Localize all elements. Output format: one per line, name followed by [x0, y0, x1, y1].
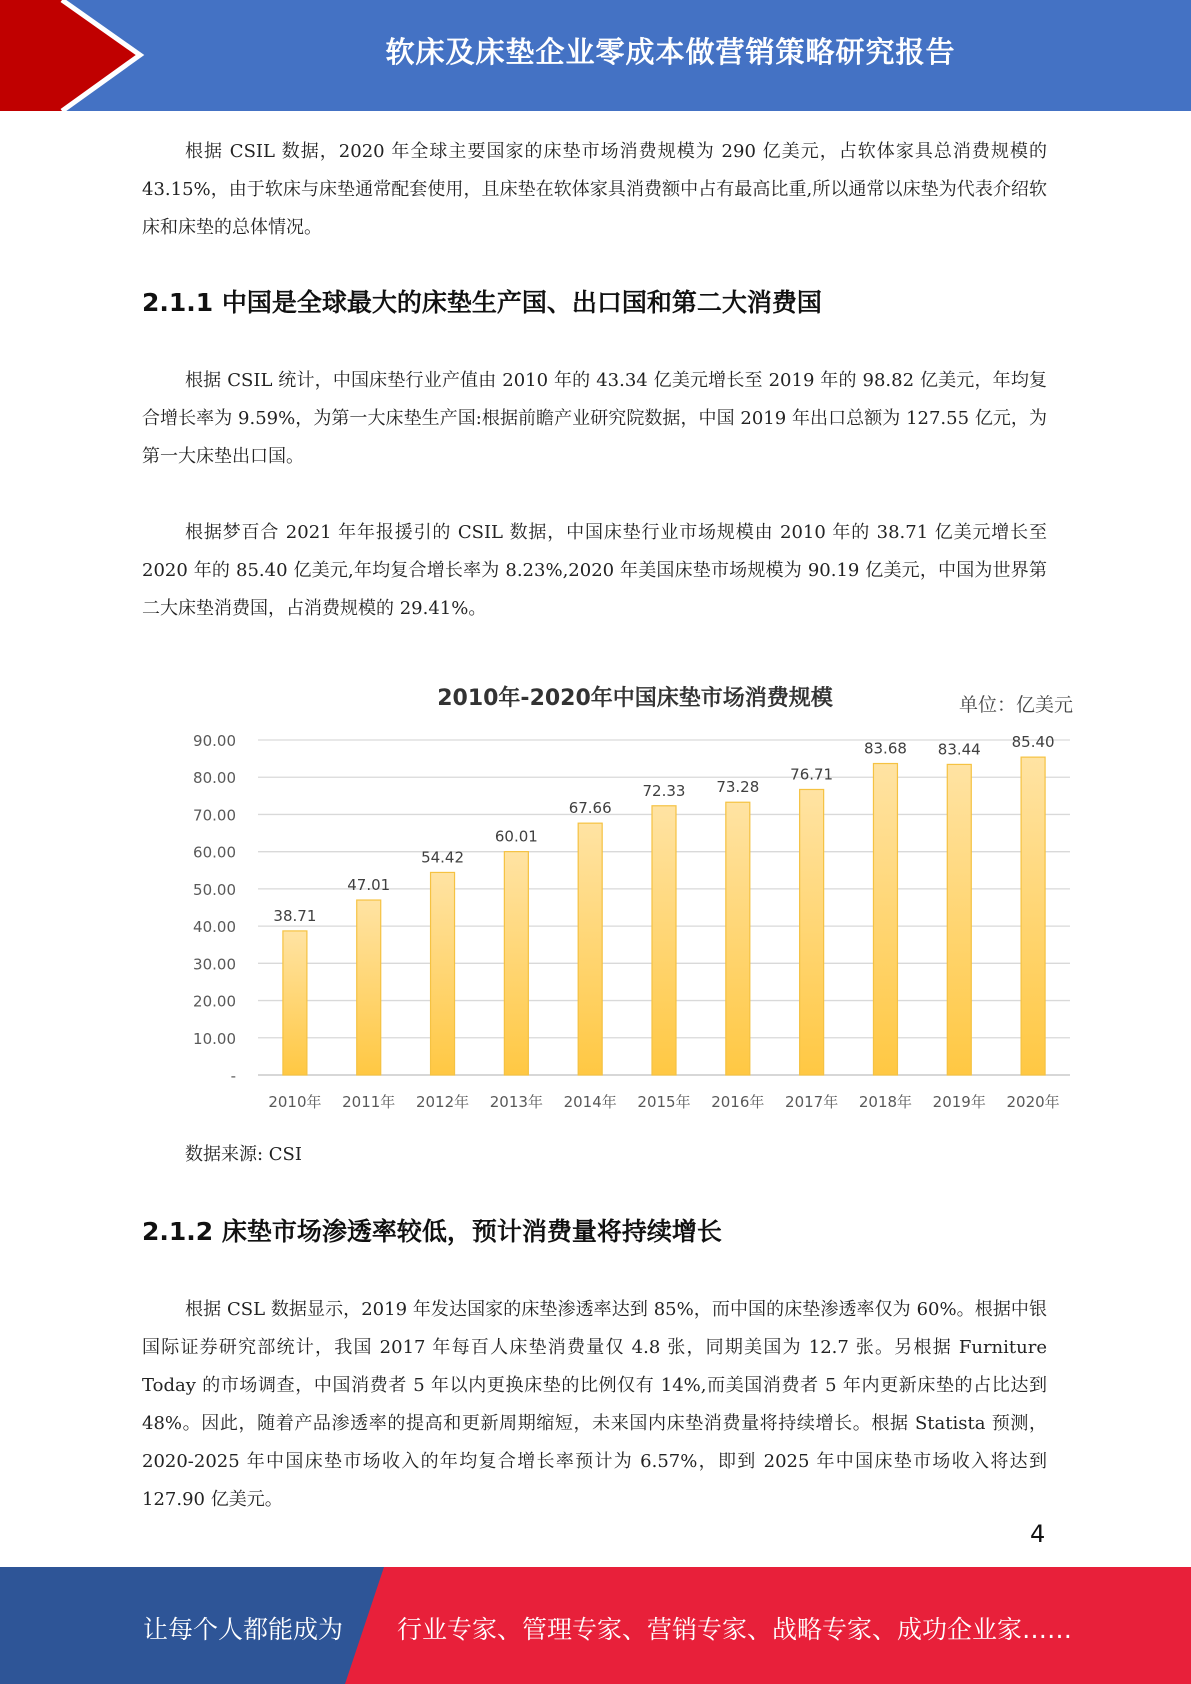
y-tick-label: 40.00	[193, 918, 236, 937]
x-category-label: 2016年	[711, 1093, 765, 1111]
x-category-label: 2020年	[1006, 1093, 1060, 1111]
y-tick-label: 50.00	[193, 880, 236, 899]
y-tick-label: 30.00	[193, 955, 236, 974]
bar-value-label: 85.40	[1011, 733, 1055, 752]
y-tick-label: 80.00	[193, 769, 236, 788]
bar-2017年	[800, 789, 824, 1075]
y-tick-label: 70.00	[193, 806, 236, 825]
bar-2015年	[652, 806, 676, 1075]
x-category-label: 2010年	[268, 1093, 322, 1111]
x-category-label: 2011年	[342, 1093, 396, 1111]
section-heading-2-1-1: 2.1.1 中国是全球最大的床垫生产国、出口国和第二大消费国	[142, 288, 822, 317]
bar-value-label: 72.33	[642, 781, 686, 800]
bar-value-label: 47.01	[347, 876, 391, 895]
bar-value-label: 73.28	[716, 778, 760, 797]
report-title: 软床及床垫企业零成本做营销策略研究报告	[385, 35, 956, 69]
page-footer	[0, 1567, 1191, 1684]
bar-value-label: 83.68	[863, 739, 907, 758]
x-category-label: 2017年	[785, 1093, 839, 1111]
consumption-paragraph: 根据梦百合 2021 年年报援引的 CSIL 数据，中国床垫行业市场规模由 2010 年的 38.71 亿美元增长至 2020 年的 85.40 亿美元,年均复合增长率为 8.23%,2020 年美国床垫市场规模为 90.19 亿美元，中国为世界第二大床垫消费国，占消费规模的 29.41%。	[142, 522, 1047, 619]
x-category-label: 2015年	[637, 1093, 691, 1111]
bar-value-label: 38.71	[273, 906, 317, 925]
bar-value-label: 76.71	[790, 765, 834, 784]
y-tick-label: 90.00	[193, 732, 236, 750]
footer-slogan-left: 让每个人都能成为	[143, 1615, 344, 1644]
x-category-label: 2012年	[415, 1093, 470, 1111]
production-paragraph: 根据 CSIL 统计，中国床垫行业产值由 2010 年的 43.34 亿美元增长至 2019 年的 98.82 亿美元，年均复合增长率为 9.59%，为第一大床垫生产国:根据前瞻产业研究院数据，中国 2019 年出口总额为 127.55 亿元，为第一大床垫出口国。	[142, 370, 1047, 467]
y-tick-label: -	[230, 1067, 236, 1085]
y-tick-label: 20.00	[193, 992, 236, 1011]
bar-value-label: 83.44	[937, 740, 981, 759]
x-category-label: 2019年	[932, 1093, 986, 1111]
footer-slogan-right: 行业专家、管理专家、营销专家、战略专家、成功企业家……	[397, 1615, 1073, 1644]
x-category-label: 2018年	[858, 1093, 913, 1111]
penetration-paragraph: 根据 CSL 数据显示，2019 年发达国家的床垫渗透率达到 85%，而中国的床垫渗透率仅为 60%。根据中银国际证券研究部统计，我国 2017 年每百人床垫消费量仅 4.8 张，同期美国为 12.7 张。另根据 Furniture Today 的市场调查，中国消费者 5 年以内更换床垫的比例仅有 14%,而美国消费者 5 年内更新床垫的占比达到 48%。因此，随着产品渗透率的提高和更新周期缩短，未来国内床垫消费量将持续增长。根据 Statista 预测，2020-2025 年中国床垫市场收入的年均复合增长率预计为 6.57%，即到 2025 年中国床垫市场收入将达到 127.90 亿美元。	[142, 1299, 1047, 1510]
bar-value-label: 60.01	[494, 827, 538, 846]
chart-title: 2010年-2020年中国床垫市场消费规模	[437, 686, 833, 711]
intro-paragraph: 根据 CSIL 数据，2020 年全球主要国家的床垫市场消费规模为 290 亿美元，占软体家具总消费规模的 43.15%，由于软床与床垫通常配套使用，且床垫在软体家具消费额中占有最高比重,所以通常以床垫为代表介绍软床和床垫的总体情况。	[142, 141, 1047, 238]
x-category-label: 2014年	[563, 1093, 617, 1111]
page-number: 4	[1030, 1520, 1046, 1548]
chart-unit-label: 单位：亿美元	[958, 694, 1073, 716]
bar-2013年	[504, 852, 528, 1075]
bar-value-label: 67.66	[568, 799, 612, 818]
bar-2020年	[1021, 757, 1045, 1075]
bar-2012年	[431, 872, 455, 1075]
bar-2018年	[873, 764, 897, 1075]
x-category-label: 2013年	[489, 1093, 543, 1111]
market-size-bar-chart	[170, 665, 1080, 1125]
header-arrow-decoration	[0, 0, 160, 111]
section-heading-2-1-2: 2.1.2 床垫市场渗透率较低，预计消费量将持续增长	[142, 1217, 722, 1246]
data-source-note: 数据来源: CSI	[185, 1144, 302, 1165]
bar-2010年	[283, 931, 307, 1075]
y-tick-label: 10.00	[193, 1029, 236, 1048]
bar-2011年	[357, 900, 381, 1075]
y-tick-label: 60.00	[193, 843, 236, 862]
page-header	[0, 0, 1191, 111]
bar-2016年	[726, 802, 750, 1075]
bar-2014年	[578, 823, 602, 1075]
bar-2019年	[947, 764, 971, 1075]
bar-value-label: 54.42	[421, 848, 465, 867]
